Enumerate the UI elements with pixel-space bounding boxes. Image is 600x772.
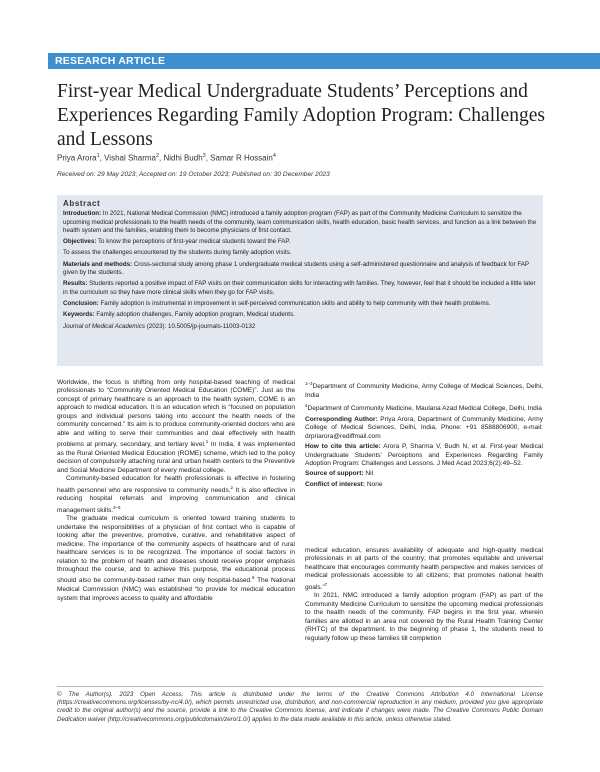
paragraph: medical education, ensures availability of adequate and high-quality medical professionals in all parts of the country; that promotes equitable and universal healthcare that encourages community health perspective and makes services of medical professionals accessible to all citizens; that promotes national health goals.”$^7$ (305, 547, 543, 591)
paragraph: The graduate medical curriculum is oriented toward training students to undertake the responsibilities of a physician of first contact who is capable of looking after the preventive, promotive, curative, and rehabilitative aspect of medicine. The importance of the community aspects of healthcare and of rural healthcare services is to be recognized. The importance of social factors in relation to the problem of health and diseases should receive proper emphasis throughout the course, and to achieve this purpose, the educational process should also be community-based rather than only hospital-based.$^6$ The National Medical Commission (NMC) was established “to provide for medical education system that improves access to quality and affordable (57, 515, 296, 602)
author-sup: 1 (96, 153, 100, 159)
corresponding-author: Corresponding Author: Priya Arora, Department of Community Medicine, Army College of Medical Sciences, Delhi, India, Phone: +91 8588806900, e-mail: drpriarora@rediffmail.com (305, 415, 543, 440)
paragraph: Worldwide, the focus is shifting from only hospital-based teaching of medical professionals to “Community Oriented Medical Education (COME)”. Just as the concept of primary healthcare is an approach to the health system, COME is an approach to medical education. It is an education which is “focused on population groups and individual persons taking into account the health needs of the community concerned.” Its aim is to produce community-oriented doctors who are able and willing to serve their communities and deal effectively with health problems at primary, secondary, and tertiary level.$^1$ In India, it was implemented as the Rural Oriented Medical Education (ROME) scheme, which led to the policy decision of compulsorily attaching rural and urban health centers to the Preventive and Social Medicine Department of every medical college. (57, 379, 296, 474)
conflict-of-interest: Conflict of interest: None (305, 480, 383, 488)
journal-citation: Journal of Medical Academics (2023): 10.5005/jp-journals-11003-0132 (63, 322, 256, 330)
abstract-objectives-2: To assess the challenges encountered by the students during family adoption visits. (63, 249, 292, 257)
how-to-cite: How to cite this article: Arora P, Sharma V, Budh N, et al. First-year Medical Undergraduate Students’ Perceptions and Experiences Regarding Family Adoption Program: Challenges and Lessons. J Med Acad 2023;6(2):49–52. (305, 443, 543, 467)
author-name: Samar R Hossain (210, 153, 273, 163)
author-name: Nidhi Budh (163, 153, 203, 163)
abstract-box (57, 195, 543, 366)
article-type-badge: RESEARCH ARTICLE (48, 53, 600, 69)
footer-divider (57, 686, 543, 687)
article-info-block (305, 380, 543, 491)
author-name: Vishal Sharma (104, 153, 156, 163)
author-sup: 4 (272, 153, 276, 159)
page-top-margin (0, 0, 600, 20)
body-left-column (57, 379, 295, 603)
publication-dates: Received on: 29 May 2023; Accepted on: 19 October 2023; Published on: 30 December 2023 (57, 171, 330, 178)
paragraph: In 2021, NMC introduced a family adoption program (FAP) as part of the Community Medicine Curriculum to sensitize the upcoming medical professionals to the health needs of the community. FAP begins in the first year, wherein families are allotted in an area not covered by the Rural Health Training Center (RHTC) of the department. In the beginning of phase 1, the students need to regularly follow up these families till completion (305, 592, 543, 642)
author-name: Priya Arora (57, 153, 97, 163)
article-title: First-year Medical Undergraduate Students’ Perceptions and Experiences Regarding Family Adoption Program: Challenges and Lessons (57, 81, 545, 150)
abstract-conclusion: Conclusion: Family adoption is instrumental in improvement in self-perceived communication skills and ability to help community with their health problems. (63, 299, 491, 307)
abstract-objectives: Objectives: To know the perceptions of first-year medical students toward the FAP. (63, 238, 291, 246)
abstract-keywords: Keywords: Family adoption challenges, Family adoption program, Medical students. (63, 311, 295, 319)
affiliation-2: $^4$Department of Community Medicine, Maulana Azad Medical College, Delhi, India (305, 403, 542, 413)
abstract-introduction: Introduction: In 2021, National Medical Commission (NMC) introduced a family adoption program (FAP) as part of the Community Medicine Curriculum to sensitize the upcoming medical professionals to the health needs of the community, learn communication skills, health education, basic health services, and function as a link between the health system and the families, enabling them to become physicians of first contact. (63, 210, 537, 234)
abstract-heading: Abstract (63, 199, 101, 208)
author-sup: 3 (202, 153, 206, 159)
author-sup: 2 (155, 153, 160, 159)
affiliation-1: $^{1-3}$Department of Community Medicine, Army College of Medical Sciences, Delhi, India (305, 381, 543, 399)
license-footer: © The Author(s). 2023 Open Access. This article is distributed under the terms of the Creative Commons Attribution 4.0 International License (https://creativecommons.org/licenses/by-nc/4.0/), which permits unrestricted use, distribution, and non-commercial reproduction in any medium, provided you give appropriate credit to the original author(s) and the source, provide a link to the Creative Commons license, and indicate if changes were made. The Creative Commons Public Domain Dedication waiver (http://creativecommons.org/publicdomain/zero/1.0/) applies to the data made available in this article, unless otherwise stated. (57, 691, 543, 723)
author-list: Priya Arora$^1$, Vishal Sharma$^2$, Nidhi Budh$^3$, Samar R Hossain$^4$ (57, 153, 276, 163)
body-right-column (305, 547, 543, 643)
abstract-results: Results: Students reported a positive impact of FAP visits on their communication skills for interacting with families. They, however, feel that it should be included a little later in the curriculum so they have more clinical skills when they go for FAP visits. (63, 280, 536, 296)
paragraph: Community-based education for health professionals is effective in fostering health personnel who are responsive to community needs.$^2$ It is also effective in reducing hospital referrals and improving communication and clinical management skills.$^{3-5}$ (57, 475, 295, 514)
abstract-methods: Materials and methods: Cross-sectional study among phase 1 undergraduate medical students using a self-administered questionnaire and analysis of feedback for FAP given by the students. (63, 260, 529, 277)
source-of-support: Source of support: Nil (305, 470, 374, 478)
